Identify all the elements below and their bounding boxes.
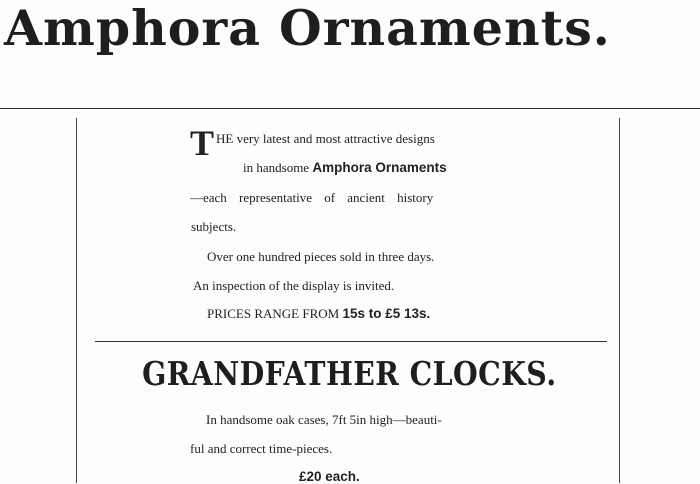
amphora-brand: Amphora Ornaments [312, 160, 447, 175]
clocks-price: £20 each. [299, 469, 360, 484]
amphora-line-3: —each representative of ancient history [190, 190, 434, 205]
amphora-line-1: HE very latest and most attractive designs [216, 131, 435, 146]
top-rule [0, 108, 700, 109]
amphora-line-2 [243, 160, 447, 176]
section-rule [95, 341, 607, 342]
drop-cap: T [190, 123, 215, 163]
amphora-line-4: subjects. [191, 219, 237, 234]
masthead-title: Amphora Ornaments. [4, 0, 611, 57]
amphora-price-range: 15s to £5 13s. [342, 306, 431, 321]
column-rule-left [76, 118, 77, 483]
amphora-line-6: An inspection of the display is invited. [193, 278, 395, 293]
clocks-heading: GRANDFATHER CLOCKS. [142, 354, 557, 393]
column-rule-right [619, 118, 620, 483]
amphora-line-2-pre: in handsome [243, 160, 313, 175]
amphora-price-pre: PRICES RANGE FROM [207, 306, 343, 321]
amphora-line-5: Over one hundred pieces sold in three days. [207, 249, 435, 264]
clocks-line-1: In handsome oak cases, 7ft 5in high—beauti- [206, 412, 442, 427]
amphora-price [207, 306, 430, 322]
clocks-line-2: ful and correct time-pieces. [190, 441, 333, 456]
